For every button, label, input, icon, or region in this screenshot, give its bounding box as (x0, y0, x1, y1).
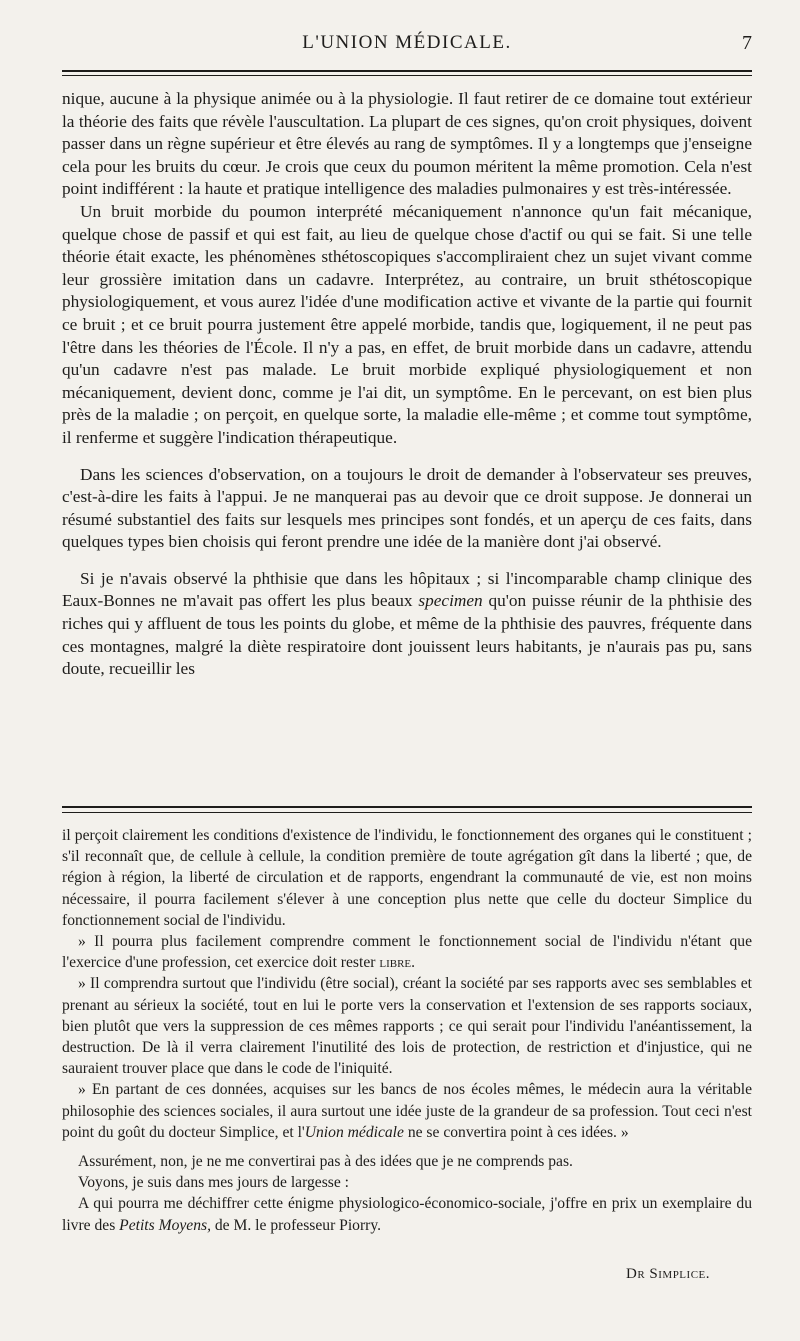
footnote-text: de M. le professeur Piorry. (210, 1216, 382, 1234)
paragraph (62, 568, 752, 681)
header-rule (62, 70, 752, 72)
paragraph: Un bruit morbide du poumon interprété mécaniquement n'annonce qu'un fait mécanique, quelque chose de passif et qui est fait, au lieu de quelque chose d'actif ou qui se fait. Si une telle théorie était exacte, les phénomènes sthétoscopiques s'accompliraient chez un sujet vivant comme leur grossière imitation dans un cadavre. Interprétez, au contraire, un bruit sthétoscopique physiologiquement, et vous aurez l'idée d'une modification active et vivante de la partie qui fournit ce bruit ; et ce bruit pourra justement être appelé morbide, tandis que, logiquement, il ne peut pas l'être dans les théories de l'École. Il n'y a pas, en effet, de bruit morbide dans un cadavre, attendu qu'un cadavre n'est pas malade. Le bruit morbide expliqué physiologiquement et non mécaniquement, devient donc, comme je l'ai dit, un symptôme. En le percevant, on est bien plus près de la maladie ; on perçoit, en quelque sorte, la maladie elle-même ; et comme tout symptôme, il renferme et suggère l'indication thérapeutique. (62, 201, 752, 447)
italic-term: specimen (418, 591, 483, 611)
paragraph: Dans les sciences d'observation, on a toujours le droit de demander à l'observateur ses preuves, c'est-à-dire les faits à l'appui. Je ne manquerai pas au devoir que ce droit suppose. Je donnerai un résumé substantiel des faits sur lesquels mes principes sont fondés, et un aperçu de ces faits, dans quelques types bien choisis qui feront prendre une idée de la manière dont j'ai observé. (62, 464, 752, 552)
footnote-text: A qui pourra me déchiffrer cette énigme physiologico-économico-sociale, j'offre en prix un exemplaire du livre des (62, 1195, 752, 1234)
footnote-rule-thin (62, 812, 752, 813)
footnote-text: » En partant de ces données, acquises sur les bancs de nos écoles mêmes, le médecin aura la véritable philosophie des sciences sociales, il aura surtout une idée juste de la grandeur de sa profession. Tout ceci n'est point du goût du docteur Simplice, et l' (62, 1081, 752, 1141)
footnote-text: » Il pourra plus facilement comprendre comment le fonctionnement social de l'individu n'étant que l'exercice d'une profession, cet exercice doit rester (62, 933, 752, 972)
footnote-paragraph: Assurément, non, je ne me convertirai pas à des idées que je ne comprends pas. (78, 1153, 573, 1171)
main-text (62, 88, 752, 681)
feuilleton-text (62, 825, 752, 1236)
paragraph: nique, aucune à la physique animée ou à la physiologie. Il faut retirer de ce domaine tout extérieur la théorie des faits que révèle l'auscultation. La plupart de ces signes, qu'on croit physiques, doivent passer dans un règne supérieur et être élevés au rang de symptômes. Il y a longtemps que j'enseigne cela pour les bruits du cœur. Je crois que ceux du poumon méritent la même promotion. Cela n'est point indifférent : la haute et pratique intelligence des maladies pulmonaires y est très-intéressée. (62, 89, 752, 199)
footnote-paragraph: il perçoit clairement les conditions d'existence de l'individu, le fonctionnement des organes qui le constituent ; s'il reconnaît que, de cellule à cellule, la condition première de toute agrégation gît dans la liberté ; que, de région à région, la liberté de circulation et de rapports, engendrant la communauté de vie, est non moins nécessaire, il pourra facilement s'élever à une conception plus nette que celle du docteur Simplice du fonctionnement social de l'individu. (62, 827, 752, 929)
journal-title: L'UNION MÉDICALE. (302, 32, 512, 53)
signature: Dr Simplice. (625, 1266, 710, 1282)
footnote-paragraph: » Il comprendra surtout que l'individu (être social), créant la société par ses rapports avec ses semblables et prenant au sérieux la société, tout en lui le porte vers la conservation et l'extension de ses rapports sociaux, bien plutôt que vers la suppression de ces mêmes rapports ; ce qui serait pour l'individu l'anéantissement, la destruction. De là il verra clairement l'inutilité des lois de protection, de restriction et d'injustice, qui ne sauraient trouver place que dans le code de l'iniquité. (62, 975, 752, 1078)
footnote-paragraph: Voyons, je suis dans mes jours de largesse : (78, 1174, 349, 1192)
italic-title: Union médicale (304, 1123, 404, 1141)
small-caps-word: libre (379, 954, 412, 972)
paragraph-text: Si je n'avais observé la phthisie que dans les hôpitaux ; si l'incomparable champ clinique des Eaux-Bonnes ne m'avait pas offert les plus beaux (62, 568, 752, 611)
paragraph-text: qu'on puisse réunir de la phthisie des riches qui y affluent de tous les points du globe, et même de la phthisie des pauvres, fréquente dans ces montagnes, malgré la diète respiratoire dont jouissent leurs habitants, je n'aurais pas pu, sans doute, recueillir les (62, 591, 752, 679)
header-rule-thin (62, 75, 752, 76)
italic-title: Petits Moyens, (119, 1216, 211, 1234)
footnote-paragraph (62, 1079, 752, 1143)
footnote-paragraph (62, 1193, 752, 1235)
footnote-text: . (411, 954, 416, 972)
footnote-paragraph (62, 931, 752, 973)
page-header (62, 32, 752, 62)
page-number: 7 (742, 32, 752, 54)
footnote-text: ne se convertira point à ces idées. » (403, 1123, 629, 1141)
footnote-rule (62, 806, 752, 808)
